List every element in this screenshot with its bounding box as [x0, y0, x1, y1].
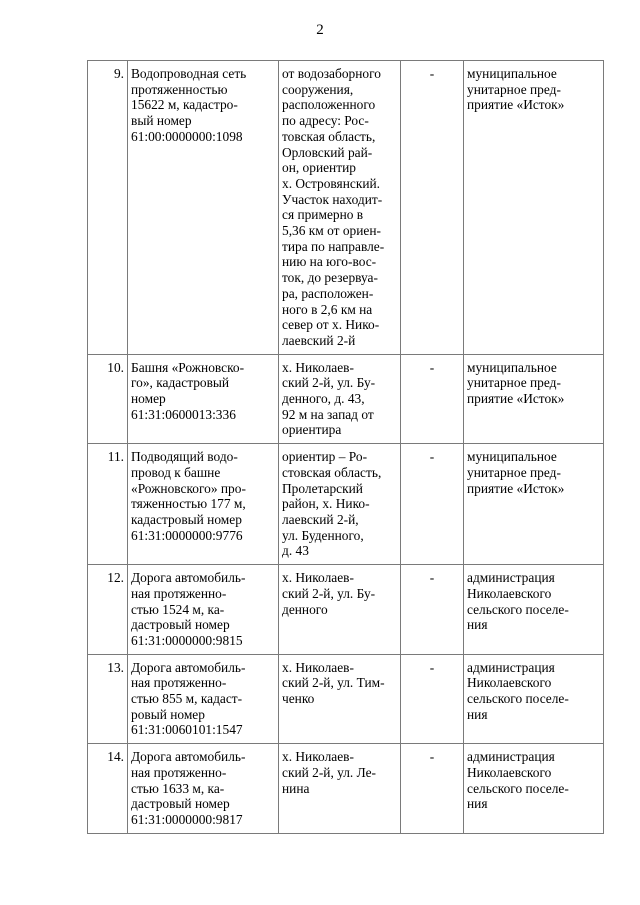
- object-name-cell: [128, 61, 279, 355]
- object-name-line: стью 855 м, кадаст-: [131, 691, 243, 707]
- object-name-line: стью 1633 м, ка-: [131, 780, 225, 796]
- dash-value: -: [429, 449, 435, 465]
- location-cell: [279, 565, 401, 655]
- holder-cell: [464, 61, 604, 355]
- object-name-cell: [128, 444, 279, 565]
- location-line: нина: [282, 780, 310, 796]
- table-row: [88, 744, 604, 834]
- holder-line: Николаевского: [467, 675, 552, 691]
- holder-line: администрация: [467, 570, 555, 586]
- dash-cell: [401, 744, 464, 834]
- object-name-cell: [128, 565, 279, 655]
- holder-line: муниципальное: [467, 359, 557, 375]
- location-line: сооружения,: [282, 81, 354, 97]
- object-name-line: вый номер: [131, 113, 192, 129]
- location-line: ский 2-й, ул. Ле-: [282, 764, 377, 780]
- location-line: ток, до резервуа-: [282, 270, 378, 286]
- location-line: ра, расположен-: [282, 285, 374, 301]
- location-line: х. Николаев-: [282, 659, 354, 675]
- location-line: ский 2-й, ул. Бу-: [282, 585, 376, 601]
- holder-line: приятие «Исток»: [467, 480, 565, 496]
- location-line: нию на юго-вос-: [282, 254, 377, 270]
- location-line: х. Николаев-: [282, 359, 354, 375]
- location-cell: [279, 354, 401, 444]
- row-number-cell: [88, 354, 128, 444]
- holder-line: ния: [467, 617, 488, 633]
- object-name-line: Башня «Рожновско-: [131, 359, 245, 375]
- location-line: Участок находит-: [282, 191, 383, 207]
- location-line: расположенного: [282, 97, 376, 113]
- location-line: 92 м на запад от: [282, 406, 374, 422]
- object-name-cell: [128, 744, 279, 834]
- row-number: 11.: [107, 449, 124, 465]
- location-line: лаевский 2-й,: [282, 511, 359, 527]
- dash-cell: [401, 61, 464, 355]
- dash-value: -: [429, 659, 435, 675]
- holder-line: администрация: [467, 659, 555, 675]
- location-line: д. 43: [282, 543, 309, 559]
- object-name-line: ная протяженно-: [131, 675, 227, 691]
- object-name-line: 61:31:0000000:9776: [131, 527, 243, 543]
- holder-line: Николаевского: [467, 585, 552, 601]
- location-line: х. Николаев-: [282, 570, 354, 586]
- object-name-line: 61:00:0000000:1098: [131, 128, 243, 144]
- holder-line: муниципальное: [467, 66, 557, 81]
- object-name-cell: [128, 654, 279, 744]
- object-name-line: Дорога автомобиль-: [131, 659, 246, 675]
- row-number: 9.: [113, 66, 124, 81]
- holder-line: приятие «Исток»: [467, 391, 565, 407]
- object-name-line: Водопроводная сеть: [131, 66, 247, 81]
- holder-cell: [464, 354, 604, 444]
- object-name-line: протяженностью: [131, 81, 228, 97]
- object-name-line: номер: [131, 391, 166, 407]
- object-name-line: 61:31:0000000:9815: [131, 632, 243, 648]
- object-name-line: тяженностью 177 м,: [131, 496, 246, 512]
- object-name-line: провод к башне: [131, 464, 221, 480]
- table-row: [88, 444, 604, 565]
- row-number: 12.: [107, 570, 124, 586]
- object-name-cell: [128, 354, 279, 444]
- location-cell: [279, 654, 401, 744]
- location-line: ориентира: [282, 422, 342, 438]
- holder-line: администрация: [467, 749, 555, 765]
- holder-line: унитарное пред-: [467, 375, 561, 391]
- location-line: ский 2-й, ул. Бу-: [282, 375, 376, 391]
- row-number: 14.: [107, 749, 124, 765]
- location-line: лаевский 2-й: [282, 332, 356, 348]
- row-number: 10.: [107, 359, 124, 375]
- location-line: тира по направле-: [282, 238, 385, 254]
- holder-line: ния: [467, 796, 488, 812]
- holder-line: сельского поселе-: [467, 691, 569, 707]
- location-line: от водозаборного: [282, 66, 381, 81]
- dash-value: -: [429, 359, 435, 375]
- location-line: денного: [282, 601, 328, 617]
- row-number-cell: [88, 654, 128, 744]
- location-line: по адресу: Рос-: [282, 113, 369, 129]
- row-number-cell: [88, 744, 128, 834]
- location-line: ул. Буденного,: [282, 527, 364, 543]
- object-name-line: го», кадастровый: [131, 375, 230, 391]
- dash-cell: [401, 354, 464, 444]
- holder-line: сельского поселе-: [467, 601, 569, 617]
- holder-line: приятие «Исток»: [467, 97, 565, 113]
- location-cell: [279, 61, 401, 355]
- dash-cell: [401, 444, 464, 565]
- page-number: 2: [316, 22, 324, 38]
- object-name-line: дастровый номер: [131, 617, 230, 633]
- holder-line: унитарное пред-: [467, 464, 561, 480]
- object-name-line: «Рожновского» про-: [131, 480, 246, 496]
- row-number-cell: [88, 444, 128, 565]
- location-line: район, х. Нико-: [282, 496, 370, 512]
- location-line: стовская область,: [282, 464, 382, 480]
- location-cell: [279, 744, 401, 834]
- table-row: [88, 61, 604, 355]
- holder-cell: [464, 654, 604, 744]
- object-name-line: стью 1524 м, ка-: [131, 601, 225, 617]
- row-number: 13.: [107, 659, 124, 675]
- object-name-line: Дорога автомобиль-: [131, 749, 246, 765]
- table-row: [88, 565, 604, 655]
- location-line: ориентир – Ро-: [282, 449, 368, 465]
- location-line: Пролетарский: [282, 480, 363, 496]
- location-cell: [279, 444, 401, 565]
- dash-cell: [401, 565, 464, 655]
- object-name-line: Подводящий водо-: [131, 449, 238, 465]
- object-name-line: 61:31:0600013:336: [131, 406, 236, 422]
- holder-line: ния: [467, 706, 488, 722]
- object-name-line: 61:31:0060101:1547: [131, 722, 243, 738]
- object-name-line: 15622 м, кадастро-: [131, 97, 238, 113]
- location-line: ся примерно в: [282, 207, 364, 223]
- dash-value: -: [429, 66, 435, 81]
- holder-cell: [464, 744, 604, 834]
- object-name-line: кадастровый номер: [131, 511, 242, 527]
- dash-cell: [401, 654, 464, 744]
- dash-value: -: [429, 570, 435, 586]
- table-row: [88, 654, 604, 744]
- location-line: денного, д. 43,: [282, 391, 365, 407]
- location-line: х. Островянский.: [282, 175, 381, 191]
- location-line: ного в 2,6 км на: [282, 301, 373, 317]
- holder-cell: [464, 565, 604, 655]
- holder-line: унитарное пред-: [467, 81, 561, 97]
- location-line: ченко: [282, 691, 315, 707]
- row-number-cell: [88, 61, 128, 355]
- location-line: он, ориентир: [282, 160, 356, 176]
- location-line: 5,36 км от ориен-: [282, 223, 381, 239]
- holder-line: муниципальное: [467, 449, 557, 465]
- location-line: ский 2-й, ул. Тим-: [282, 675, 385, 691]
- location-line: товская область,: [282, 128, 376, 144]
- registry-table-body: [88, 61, 604, 834]
- holder-line: Николаевского: [467, 764, 552, 780]
- object-name-line: дастровый номер: [131, 796, 230, 812]
- property-registry-table: [87, 60, 604, 834]
- object-name-line: ная протяженно-: [131, 764, 227, 780]
- row-number-cell: [88, 565, 128, 655]
- holder-cell: [464, 444, 604, 565]
- location-line: Орловский рай-: [282, 144, 373, 160]
- object-name-line: Дорога автомобиль-: [131, 570, 246, 586]
- location-line: север от х. Нико-: [282, 317, 380, 333]
- object-name-line: ровый номер: [131, 706, 205, 722]
- dash-value: -: [429, 749, 435, 765]
- object-name-line: 61:31:0000000:9817: [131, 811, 243, 827]
- location-line: х. Николаев-: [282, 749, 354, 765]
- holder-line: сельского поселе-: [467, 780, 569, 796]
- object-name-line: ная протяженно-: [131, 585, 227, 601]
- table-row: [88, 354, 604, 444]
